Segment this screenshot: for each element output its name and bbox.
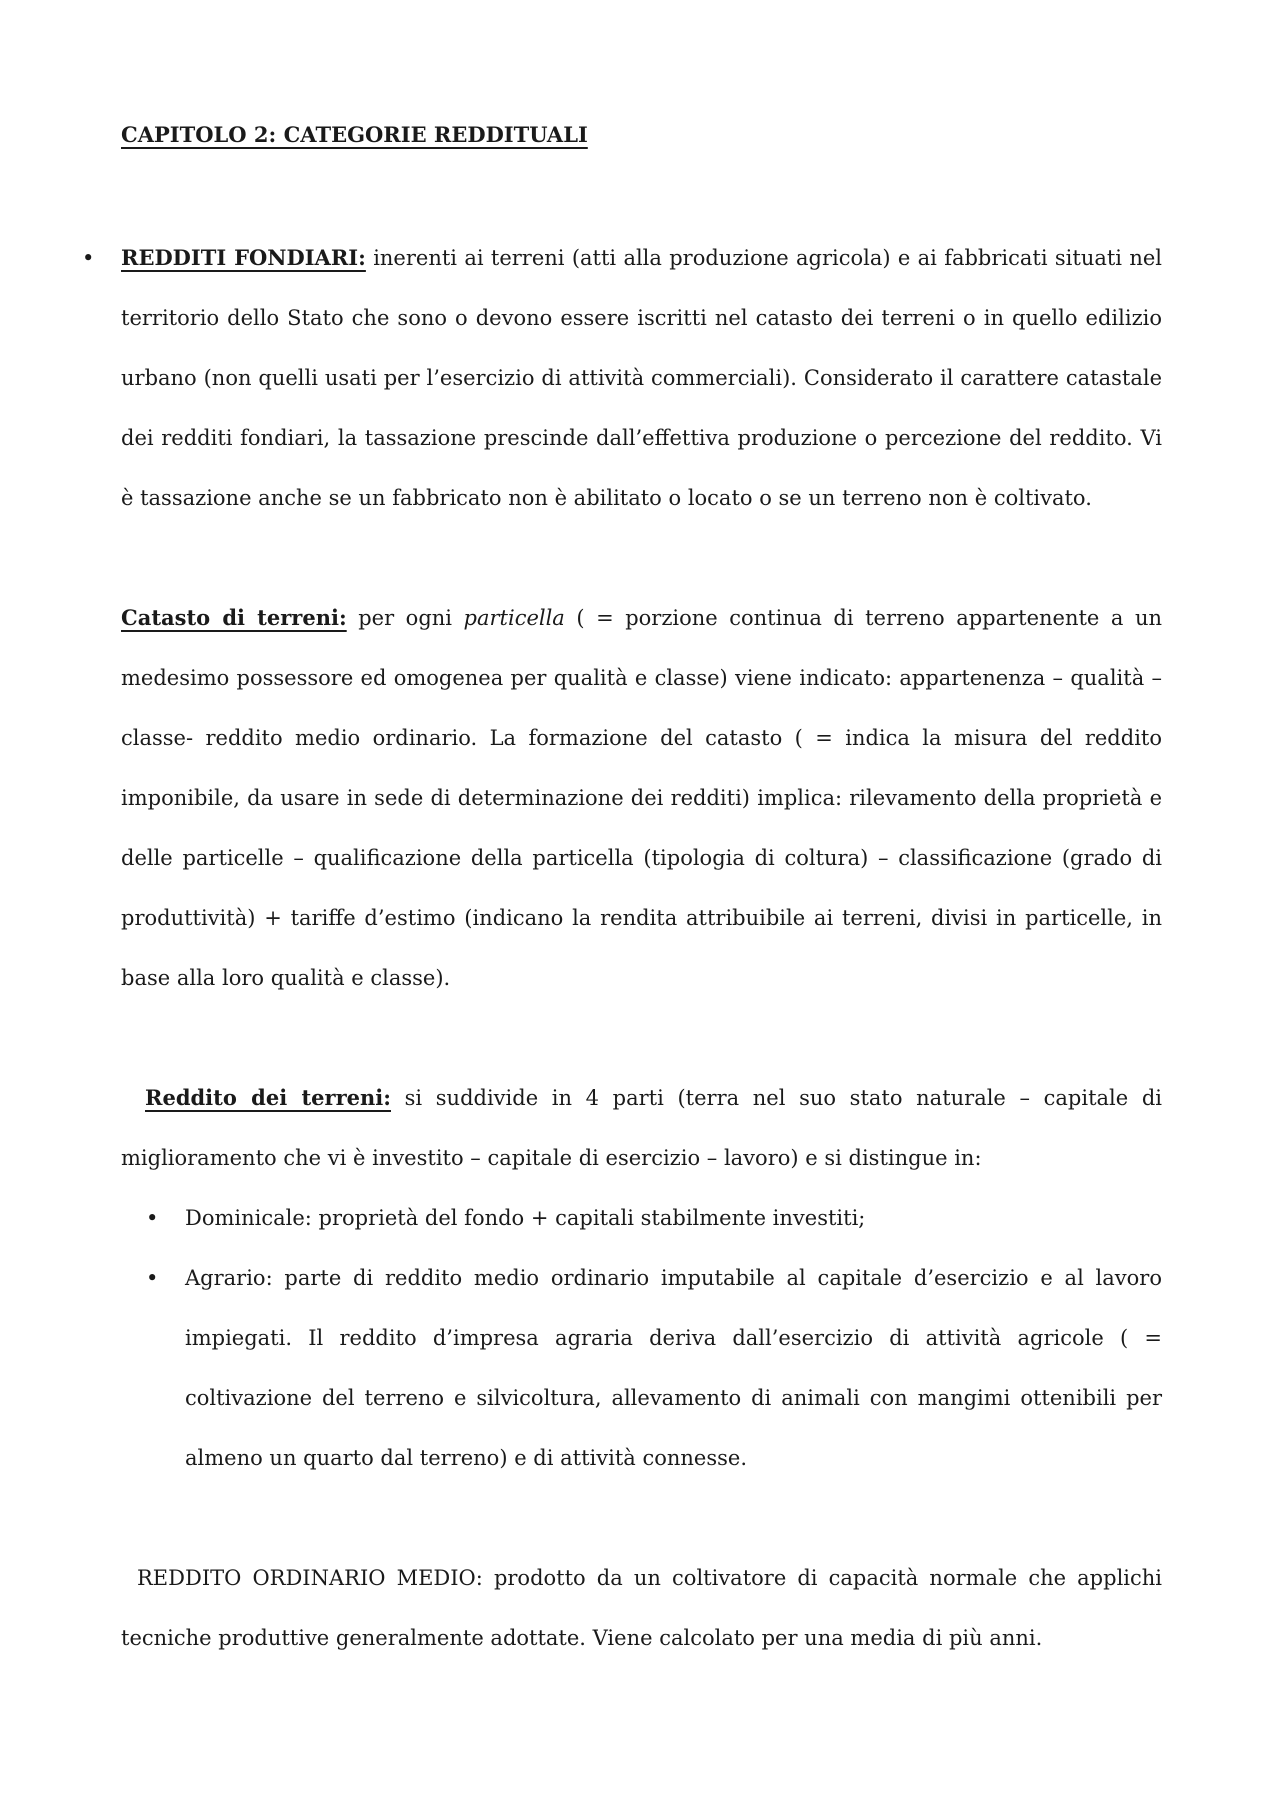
list-item-agrario: Agrario: parte di reddito medio ordinario imputabile al capitale d’esercizio e al lavoro impiegati. Il reddito d’impresa agraria deriva dall’esercizio di attività agricole ( = coltivazione del terreno e silvicoltura, allevamento di animali con mangimi ottenibili per almeno un quarto dal terreno) e di attività connesse. [185,1266,1162,1470]
catasto-paragraph [121,588,1162,1008]
reddito-terreni-term: Reddito dei terreni: [145,1085,391,1110]
list-item-dominicale: Dominicale: proprietà del fondo + capitali stabilmente investiti; [185,1206,866,1230]
redditi-fondiari-term: REDDITI FONDIARI: [121,245,366,270]
bullet-marker: • [146,1266,159,1290]
reddito-ordinario-text: REDDITO ORDINARIO MEDIO: prodotto da un coltivatore di capacità normale che applichi tecniche produttive generalmente adottate. Viene calcolato per una media di più anni. [121,1566,1162,1650]
bullet-marker: • [146,1206,159,1230]
catasto-text-after: ( = porzione continua di terreno appartenente a un medesimo possessore ed omogenea per qualità e classe) viene indicato: appartenenza – qualità – classe- reddito medio ordinario. La formazione del catasto ( = indica la misura del reddito imponibile, da usare in sede di determinazione dei redditi) implica: rilevamento della proprietà e delle particelle – qualificazione della particella (tipologia di coltura) – classificazione (grado di produttività) + tariffe d’estimo (indicano la rendita attribuibile ai terreni, divisi in particelle, in base alla loro qualità e classe). [121,606,1162,990]
list-item [185,1188,1162,1248]
catasto-italic-term: particella [463,606,565,630]
reddito-terreni-paragraph [121,1068,1162,1188]
chapter-heading-text: CAPITOLO 2: CATEGORIE REDDITUALI [121,122,588,147]
list-item [185,1248,1162,1488]
catasto-text-before: per ogni [346,606,464,630]
reddito-ordinario-paragraph [121,1548,1162,1668]
catasto-term: Catasto di terreni: [121,605,347,630]
chapter-heading [121,120,588,150]
redditi-fondiari-paragraph [121,228,1162,528]
bullet-marker: • [82,246,95,270]
reddito-terreni-text: si suddivide in 4 parti (terra nel suo stato naturale – capitale di miglioramento che vi è investito – capitale di esercizio – lavoro) e si distingue in: [121,1086,1162,1170]
redditi-fondiari-text: inerenti ai terreni (atti alla produzione agricola) e ai fabbricati situati nel territorio dello Stato che sono o devono essere iscritti nel catasto dei terreni o in quello edilizio urbano (non quelli usati per l’esercizio di attività commerciali). Considerato il carattere catastale dei redditi fondiari, la tassazione prescinde dall’effettiva produzione o percezione del reddito. Vi è tassazione anche se un fabbricato non è abilitato o locato o se un terreno non è coltivato. [121,246,1163,510]
